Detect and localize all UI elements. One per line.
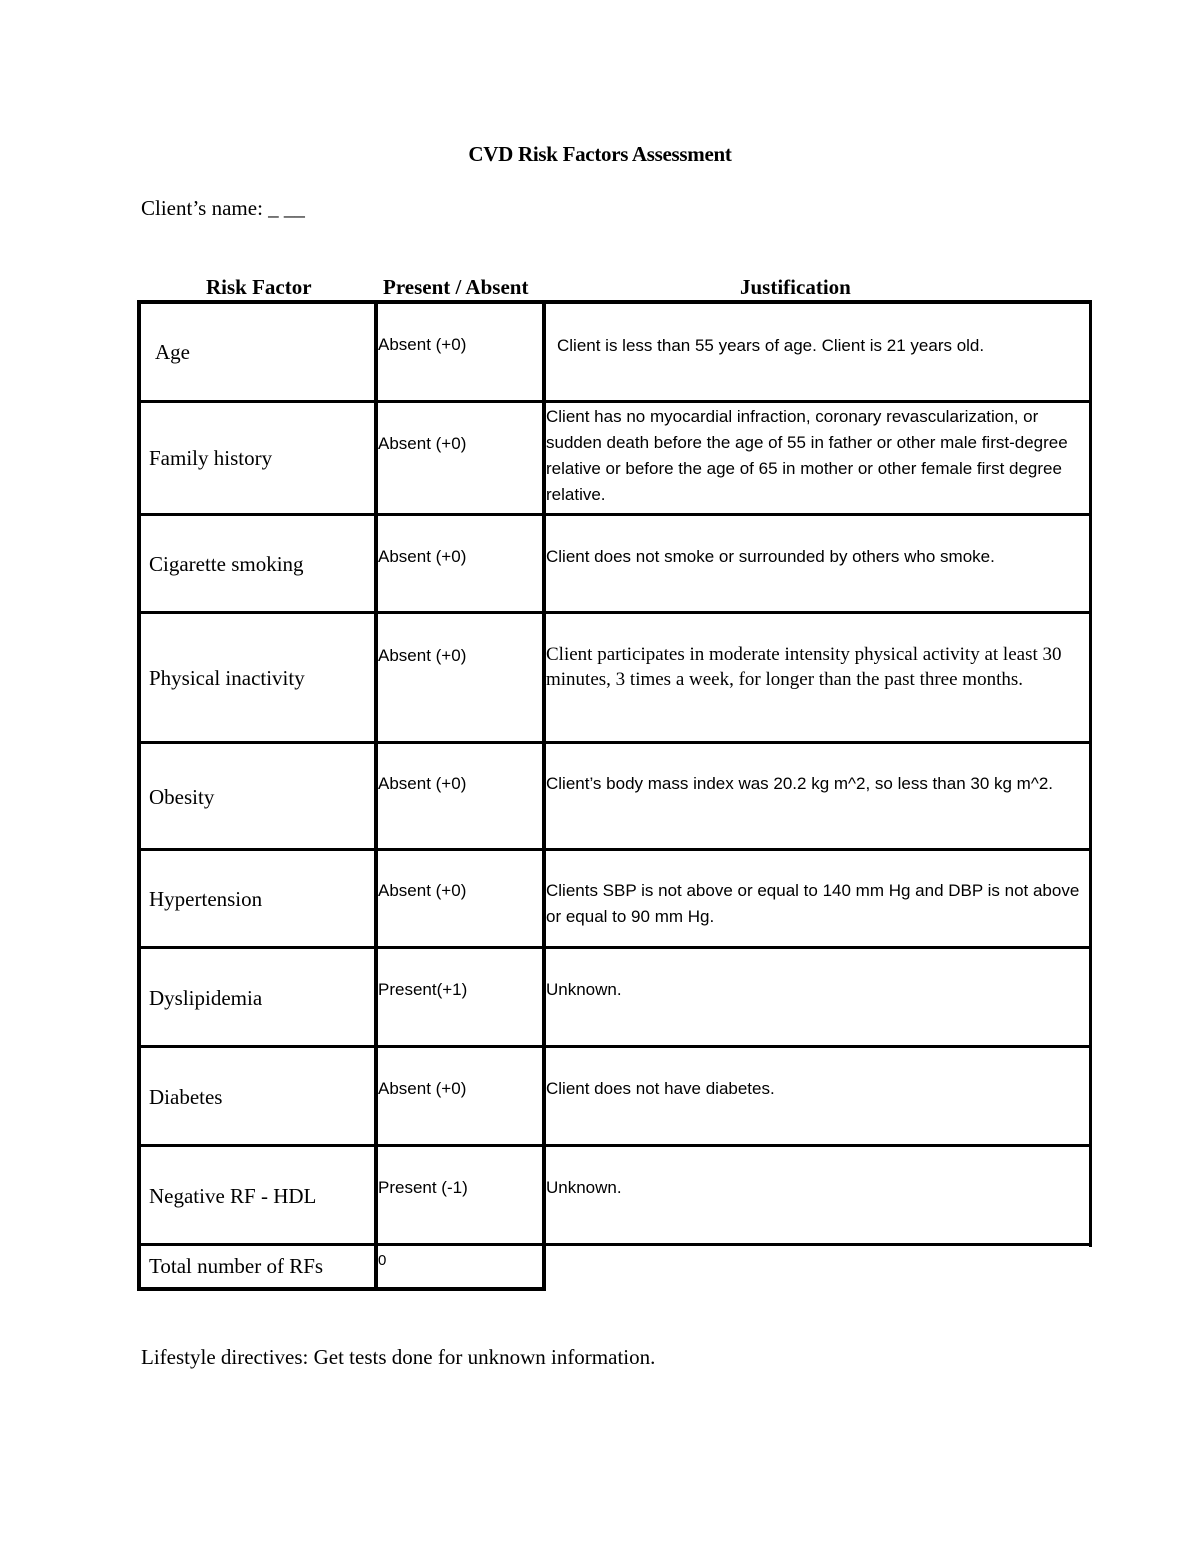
- row-hypertension-factor: Hypertension: [149, 887, 263, 911]
- header-present-absent: Present / Absent: [383, 275, 529, 299]
- header-risk-factor: Risk Factor: [206, 275, 312, 299]
- row-dyslipidemia-factor: Dyslipidemia: [149, 986, 263, 1010]
- row-physical-inactivity-status: Absent (+0): [378, 646, 467, 665]
- page-title: CVD Risk Factors Assessment: [468, 142, 732, 166]
- row-smoking-factor: Cigarette smoking: [149, 552, 304, 576]
- row-diabetes-justification: Client does not have diabetes.: [546, 1079, 775, 1098]
- row-dyslipidemia-status: Present(+1): [378, 980, 468, 999]
- row-hdl-factor: Negative RF - HDL: [149, 1184, 317, 1208]
- lifestyle-directives: Lifestyle directives: Get tests done for unknown information.: [141, 1345, 656, 1369]
- row-family-history-justification: Client has no myocardial infraction, coronary revascularization, or sudden death before the age of 55 in father or other male first-degree relative or before the age of 65 in mother or other female first degree relative.: [546, 407, 1068, 504]
- row-hypertension-status: Absent (+0): [378, 881, 467, 900]
- row-hdl-status: Present (-1): [378, 1178, 468, 1197]
- row-family-history-factor: Family history: [149, 446, 273, 470]
- row-dyslipidemia-justification: Unknown.: [546, 980, 622, 999]
- row-obesity-justification: Client’s body mass index was 20.2 kg m^2, so less than 30 kg m^2.: [546, 774, 1053, 793]
- row-hdl-justification: Unknown.: [546, 1178, 622, 1197]
- row-physical-inactivity-justification: Client participates in moderate intensity physical activity at least 30 minutes, 3 times a week, for longer than the past three months.: [546, 644, 1062, 690]
- row-age-justification: Client is less than 55 years of age. Client is 21 years old.: [557, 336, 985, 355]
- row-smoking-status: Absent (+0): [378, 547, 467, 566]
- header-justification: Justification: [740, 275, 851, 299]
- row-age-status: Absent (+0): [378, 335, 467, 354]
- row-smoking-justification: Client does not smoke or surrounded by others who smoke.: [546, 547, 995, 566]
- row-age-factor: Age: [155, 340, 190, 364]
- total-rfs-value: 0: [378, 1252, 387, 1269]
- row-family-history-status: Absent (+0): [378, 434, 467, 453]
- row-obesity-status: Absent (+0): [378, 774, 467, 793]
- row-obesity-factor: Obesity: [149, 785, 215, 809]
- row-diabetes-factor: Diabetes: [149, 1085, 223, 1109]
- row-diabetes-status: Absent (+0): [378, 1079, 467, 1098]
- row-physical-inactivity-factor: Physical inactivity: [149, 666, 305, 690]
- total-rfs-label: Total number of RFs: [149, 1254, 324, 1278]
- row-hypertension-justification: Clients SBP is not above or equal to 140 mm Hg and DBP is not above or equal to 90 mm Hg.: [546, 881, 1080, 926]
- client-name-field: Client’s name: _ __: [141, 196, 305, 220]
